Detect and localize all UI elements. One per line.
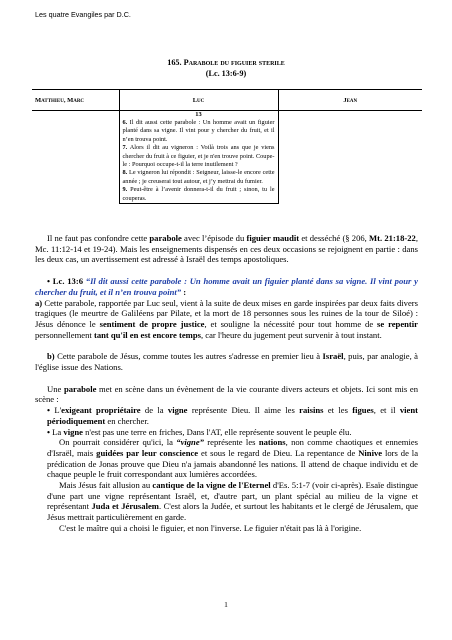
paragraph-a: a) Cette parabole, rapportée par Luc seul, vient à la suite de deux mises en garde inspirées par deux faits divers tragiques (le meurtre de Galiléens par Pilate, et la mort de 18 personnes sous les ruines de la tour de Siloé) : Jésus dénonce le sentiment de propre justice, et souligne la nécessité pour tout homme de se repentir personnellement tant qu'il en est encore temps, car l'heure du jugement peut survenir à tout instant. [35, 297, 418, 340]
bullet-vine: • La vigne n'est pas une terre en friches, Dans l'AT, elle représente souvent le peuple élu. [47, 426, 352, 437]
paragraph-nations: On pourrait considérer qu'ici, la “vigne” représente les nations, non comme chaotiques et ennemies d'Israël, mais guidées par leur conscience et sous le regard de Dieu. La repentance de Ninive lors de la prédication de Jonas prouve que Dieu n'a jamais abandonné les nations. Il attend de chaque individu et de chaque peuple le fruit correspondant aux lumières accordées. [47, 437, 419, 480]
luke-cell [119, 111, 278, 204]
title-rest: arabole du figuier sterile [188, 58, 285, 67]
verse-number: 8. [122, 169, 128, 177]
verse [123, 144, 275, 169]
verse-number: 7. [122, 144, 128, 152]
paragraph-parable-actors: Une parabole met en scène dans un évènement de la vie courante divers acteurs et objets. Ici sont mis en scène : [35, 383, 418, 405]
verse-text: Alors il dit au vigneron : Voilà trois ans que je viens chercher du fruit à ce figuier, et je n'en trouve point. Coupe-le : Pourquoi occupe-t-il la terre inutilement ? [122, 144, 275, 169]
chapter-number: 13 [195, 111, 202, 118]
parallel-gospels-table [32, 89, 422, 204]
column-header-john: Jean [278, 90, 422, 111]
verse-text: Peut-être à l’avenir donnera-t-il du fruit ; sinon, tu le couperas. [122, 186, 275, 202]
verse-text: Le vigneron lui répondit : Seigneur, laisse-le encore cette année ; je creuserai tout autour, et j’y mettrai du fumier. [122, 169, 275, 185]
john-cell [278, 111, 422, 204]
running-header: Les quatre Evangiles par D.C. [35, 10, 131, 19]
matthew-mark-cell [32, 111, 119, 204]
paragraph-verse-quote: • Lc. 13:6 “Il dit aussi cette parabole : Un homme avait un figuier planté dans sa vigne. Il vint pour y chercher du fruit, et il n’en trouva point” : [35, 276, 418, 297]
luke-passage [120, 119, 278, 203]
column-header-matthew-mark: Matthieu, Marc [32, 90, 119, 111]
column-header-luke: Luc [119, 90, 278, 111]
verse-number: 6. [122, 119, 128, 126]
commentary-body [35, 233, 418, 534]
verse [123, 169, 275, 186]
verse-number: 9. [122, 186, 128, 194]
paragraph-intro: Il ne faut pas confondre cette parabole avec l’épisode du figuier maudit et desséché (§ 206, Mt. 21:18-22, Mc. 11:12-14 et 19-24). Mais les enseignements dispensés en ces deux occasions se rejoignent en partie : dans les deux cas, un avertissement est adressé à Israël des temps apostoliques. [35, 233, 419, 265]
bullet-owner: • L'exigeant propriétaire de la vigne représente Dieu. Il aime les raisins et les figues, et il vient périodiquement en chercher. [47, 405, 418, 426]
page-number: 1 [224, 600, 228, 609]
paragraph-song-of-vine: Mais Jésus fait allusion au cantique de la vigne de l'Eternel d'Es. 5:1-7 (voir ci-après). Esaïe distingue d'une part une vigne représentant Israël, et, d'autre part, un plant spécial au milieu de la vigne et représentant Juda et Jérusalem. C'est alors la Judée, et surtout les habitants et le clergé de Jérusalem, que Jésus mettrait particulièrement en garde. [47, 480, 419, 523]
section-title [0, 58, 452, 68]
paragraph-b: b) Cette parabole de Jésus, comme toutes les autres s'adresse en premier lieu à Israël, puis, par analogie, à l'église issue des Nations. [35, 351, 418, 373]
title-initial: P [183, 58, 189, 67]
paragraph-master: C'est le maître qui a choisi le figuier, et non l'inverse. Le figuier n'était pas là à l'origine. [59, 522, 362, 533]
verse [123, 186, 275, 203]
section-number: 165. [167, 58, 184, 67]
verse-text: Il dit aussi cette parabole : Un homme avait un figuier planté dans sa vigne. Il vint pour y chercher du fruit, et il n’en trouva point. [122, 119, 275, 143]
verse [123, 119, 275, 144]
section-reference: (Lc. 13:6-9) [205, 69, 247, 78]
